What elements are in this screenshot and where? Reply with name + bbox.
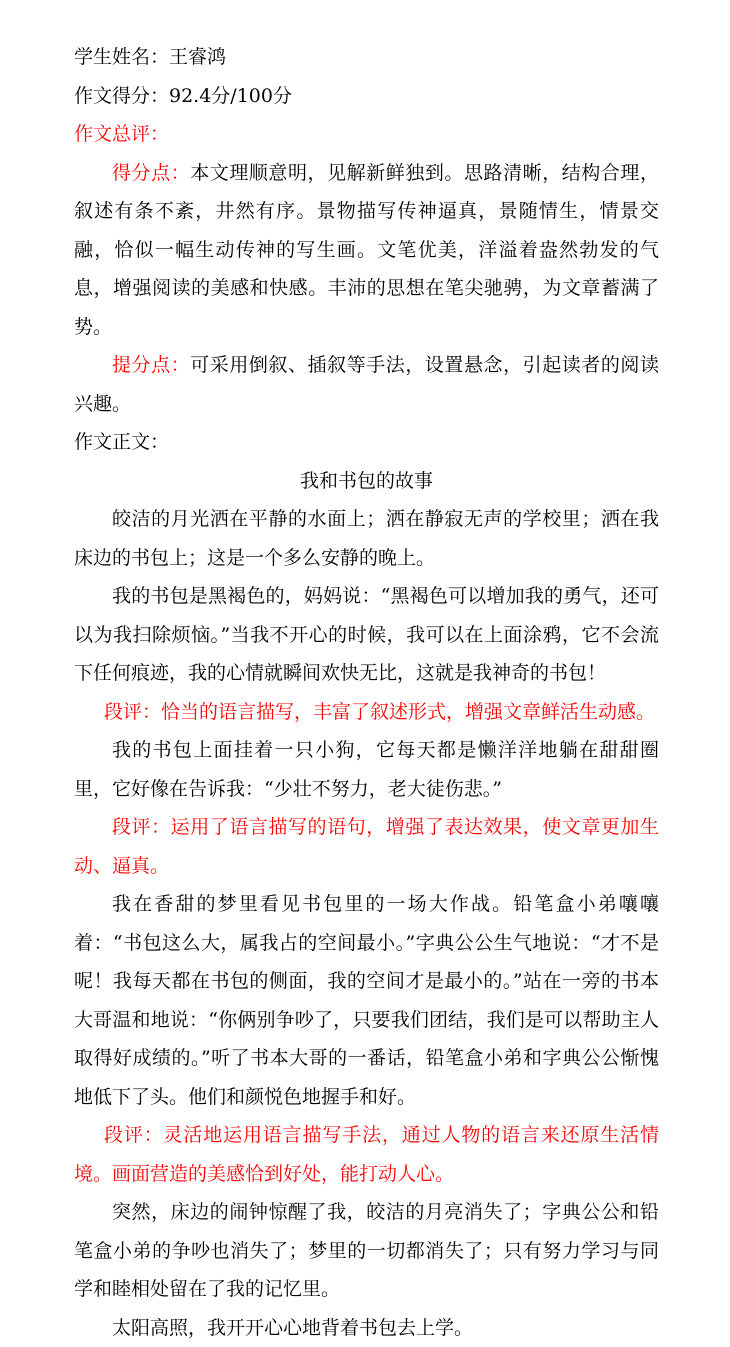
paragraph-comment-2: 段评：运用了语言描写的语句，增强了表达效果，使文章更加生动、逼真。 xyxy=(74,808,659,885)
essay-paragraph-4: 我在香甜的梦里看见书包里的一场大作战。铅笔盒小弟嚷嚷着：“书包这么大，属我占的空间最小。”字典公公生气地说：“才不是呢！我每天都在书包的侧面，我的空间才是最小的。”站在一旁的书本大哥温和地说：“你俩别争吵了，只要我们团结，我们是可以帮助主人取得好成绩的。”听了书本大哥的一番话，铅笔盒小弟和字典公公惭愧地低下了头。他们和颜悦色地握手和好。 xyxy=(74,885,659,1116)
improve-paragraph xyxy=(74,346,659,423)
paragraph-comment-1: 段评：恰当的语言描写，丰富了叙述形式，增强文章鲜活生动感。 xyxy=(74,693,659,732)
essay-paragraph-6: 太阳高照，我开开心心地背着书包去上学。 xyxy=(74,1309,659,1347)
essay-document xyxy=(74,38,659,1347)
essay-heading: 作文正文： xyxy=(74,423,659,462)
essay-title: 我和书包的故事 xyxy=(74,462,659,501)
strengths-label: 得分点： xyxy=(112,162,190,184)
student-name: 学生姓名：王睿鸿 xyxy=(74,38,659,77)
essay-paragraph-5: 突然，床边的闹钟惊醒了我，皎洁的月亮消失了；字典公公和铅笔盒小弟的争吵也消失了；梦里的一切都消失了；只有努力学习与同学和睦相处留在了我的记忆里。 xyxy=(74,1193,659,1309)
paragraph-comment-3: 段评：灵活地运用语言描写手法，通过人物的语言来还原生活情境。画面营造的美感恰到好处，能打动人心。 xyxy=(74,1116,659,1193)
essay-score: 作文得分：92.4分/100分 xyxy=(74,77,659,116)
improve-text: 可采用倒叙、插叙等手法，设置悬念，引起读者的阅读兴趣。 xyxy=(74,354,659,415)
strengths-paragraph xyxy=(74,154,659,347)
essay-paragraph-3: 我的书包上面挂着一只小狗，它每天都是懒洋洋地躺在甜甜圈里，它好像在告诉我：“少壮不努力，老大徒伤悲。” xyxy=(74,731,659,808)
review-heading: 作文总评： xyxy=(74,115,659,154)
improve-label: 提分点： xyxy=(112,354,190,376)
essay-paragraph-1: 皎洁的月光洒在平静的水面上；洒在静寂无声的学校里；洒在我床边的书包上；这是一个多么安静的晚上。 xyxy=(74,500,659,577)
essay-paragraph-2: 我的书包是黑褐色的，妈妈说：“黑褐色可以增加我的勇气，还可以为我扫除烦恼。”当我不开心的时候，我可以在上面涂鸦，它不会流下任何痕迹，我的心情就瞬间欢快无比，这就是我神奇的书包！ xyxy=(74,577,659,693)
strengths-text: 本文理顺意明，见解新鲜独到。思路清晰，结构合理，叙述有条不紊，井然有序。景物描写传神逼真，景随情生，情景交融，恰似一幅生动传神的写生画。文笔优美，洋溢着盎然勃发的气息，增强阅读的美感和快感。丰沛的思想在笔尖驰骋，为文章蓄满了势。 xyxy=(74,162,659,338)
